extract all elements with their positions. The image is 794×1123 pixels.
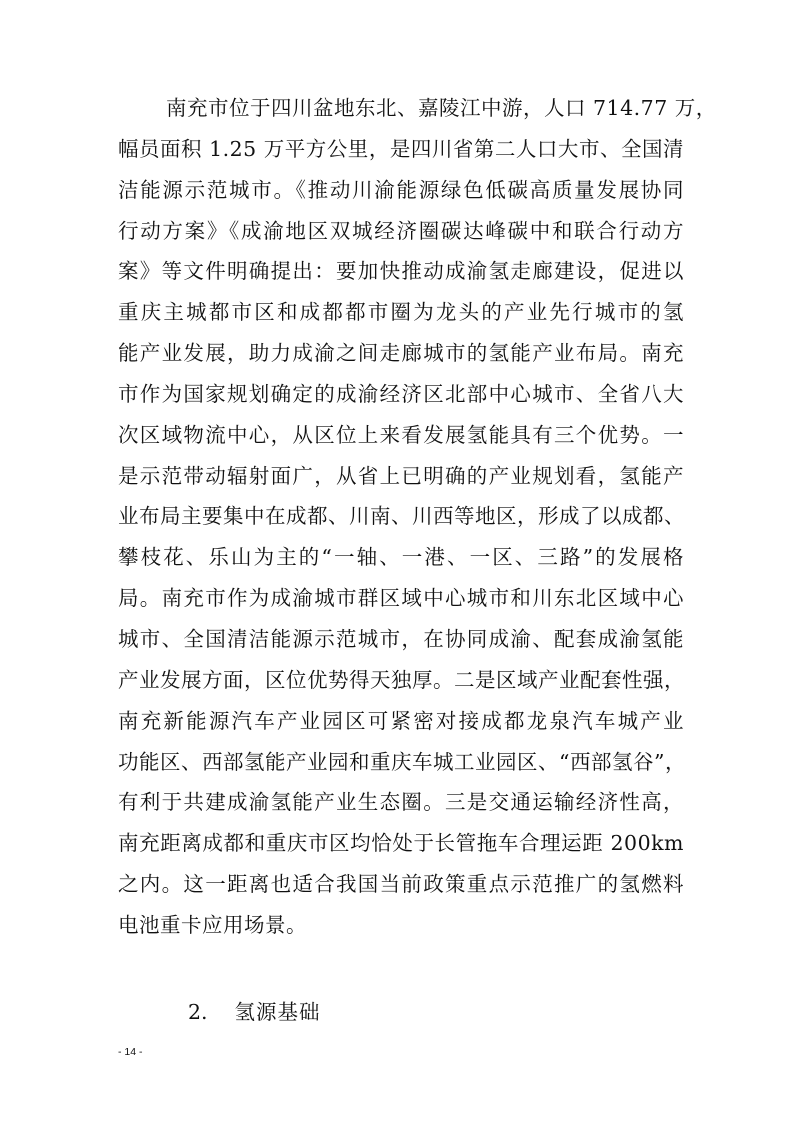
paragraph-line: 局。南充市作为成渝城市群区域中心城市和川东北区域中心 bbox=[118, 586, 684, 611]
paragraph-line: 次区域物流中心，从区位上来看发展氢能具有三个优势。一 bbox=[118, 422, 684, 447]
section-heading bbox=[188, 992, 321, 1032]
paragraph-line: 市作为国家规划确定的成渝经济区北部中心城市、全省八大 bbox=[118, 381, 684, 406]
paragraph-line: 重庆主城都市区和成都都市圈为龙头的产业先行城市的氢 bbox=[118, 300, 684, 325]
paragraph-line: 城市、全国清洁能源示范城市，在协同成渝、配套成渝氢能 bbox=[118, 626, 684, 651]
paragraph-line: 攀枝花、乐山为主的“一轴、一港、一区、三路”的发展格 bbox=[118, 545, 684, 570]
paragraph-line: 南充新能源汽车产业园区可紧密对接成都龙泉汽车城产业 bbox=[118, 708, 684, 733]
paragraph-line: 行动方案》《成渝地区双城经济圈碳达峰碳中和联合行动方 bbox=[118, 218, 684, 243]
paragraph-line: 电池重卡应用场景。 bbox=[118, 912, 307, 937]
paragraph-line: 是示范带动辐射面广，从省上已明确的产业规划看，氢能产 bbox=[118, 463, 684, 488]
paragraph-line: 案》等文件明确提出：要加快推动成渝氢走廊建设，促进以 bbox=[118, 259, 684, 284]
paragraph-line: 有利于共建成渝氢能产业生态圈。三是交通运输经济性高， bbox=[118, 790, 684, 815]
paragraph-line: 南充市位于四川盆地东北、嘉陵江中游，人口 714.77 万， bbox=[166, 96, 717, 120]
paragraph-line: 产业发展方面，区位优势得天独厚。二是区域产业配套性强， bbox=[118, 667, 685, 692]
paragraph-line: 业布局主要集中在成都、川南、川西等地区，形成了以成都、 bbox=[118, 504, 685, 529]
body-paragraph bbox=[118, 88, 717, 946]
paragraph-line: 洁能源示范城市。《推动川渝能源绿色低碳高质量发展协同 bbox=[118, 177, 684, 202]
paragraph-line: 南充距离成都和重庆市区均恰处于长管拖车合理运距 200km bbox=[118, 831, 684, 856]
paragraph-line: 之内。这一距离也适合我国当前政策重点示范推广的氢燃料 bbox=[118, 872, 684, 897]
section-number: 2. bbox=[188, 1000, 208, 1024]
paragraph-line: 能产业发展，助力成渝之间走廊城市的氢能产业布局。南充 bbox=[118, 341, 684, 366]
paragraph-line: 功能区、西部氢能产业园和重庆车城工业园区、“西部氢谷”， bbox=[118, 749, 686, 774]
paragraph-line: 幅员面积 1.25 万平方公里，是四川省第二人口大市、全国清 bbox=[118, 136, 684, 161]
section-title: 氢源基础 bbox=[234, 1000, 321, 1024]
page-number: - 14 - bbox=[118, 1046, 143, 1058]
